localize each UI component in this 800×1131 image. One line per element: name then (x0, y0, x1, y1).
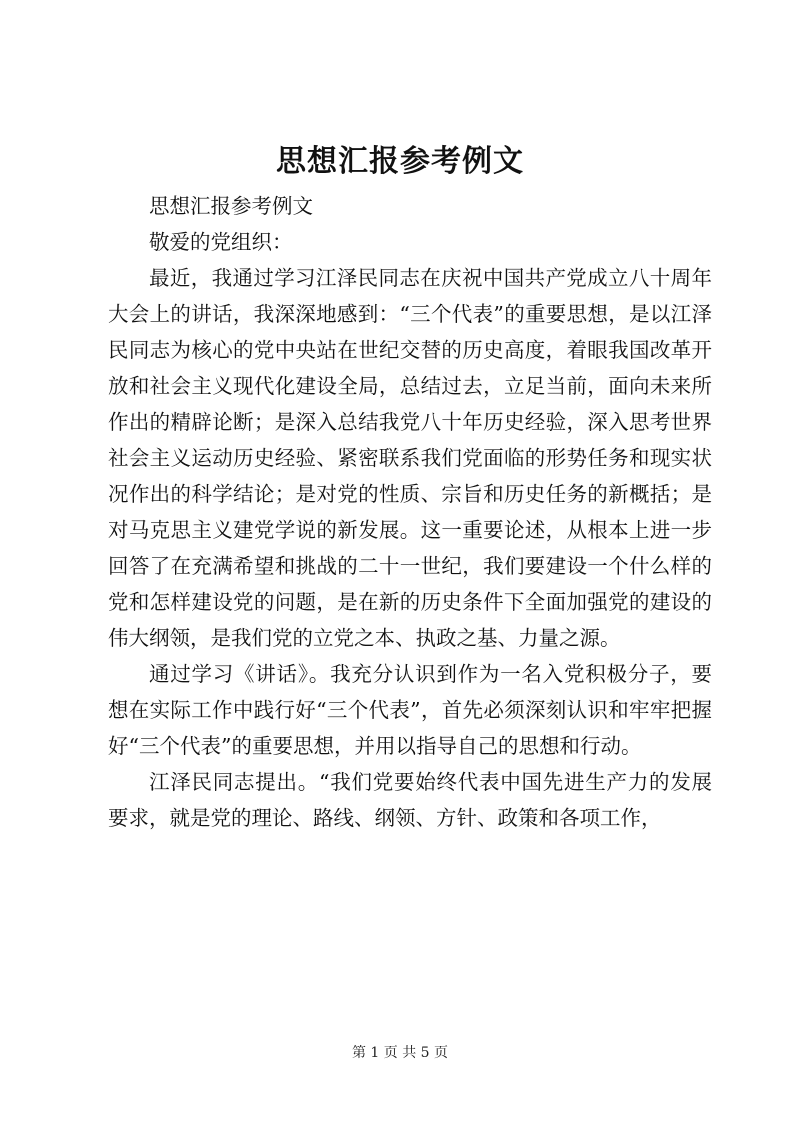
paragraph-body-3: 江泽民同志提出。“我们党要始终代表中国先进生产力的发展要求，就是党的理论、路线、纲领、方针、政策和各项工作， (108, 770, 712, 830)
paragraph-body-2: 通过学习《讲话》。我充分认识到作为一名入党积极分子，要想在实际工作中践行好“三个代表”，首先必须深刻认识和牢牢把握好“三个代表”的重要思想，并用以指导自己的思想和行动。 (108, 662, 712, 758)
paragraph-salutation: 敬爱的党组织： (149, 230, 293, 254)
paragraph-body-1: 最近，我通过学习江泽民同志在庆祝中国共产党成立八十周年大会上的讲话，我深深地感到：“三个代表”的重要思想，是以江泽民同志为核心的党中央站在世纪交替的历史高度，着眼我国改革开放和社会主义现代化建设全局，总结过去，立足当前，面向未来所作出的精辟论断；是深入总结我党八十年历史经验，深入思考世界社会主义运动历史经验、紧密联系我们党面临的形势任务和现实状况作出的科学结论；是对党的性质、宗旨和历史任务的新概括；是对马克思主义建党学说的新发展。这一重要论述，从根本上进一步回答了在充满希望和挑战的二十一世纪，我们要建设一个什么样的党和怎样建设党的问题，是在新的历史条件下全面加强党的建设的伟大纲领，是我们党的立党之本、执政之基、力量之源。 (108, 266, 712, 650)
document-body (108, 188, 712, 836)
page-footer: 第 1 页 共 5 页 (351, 1045, 449, 1061)
document-title: 思想汇报参考例文 (276, 144, 524, 179)
paragraph-subtitle: 思想汇报参考例文 (149, 194, 313, 218)
